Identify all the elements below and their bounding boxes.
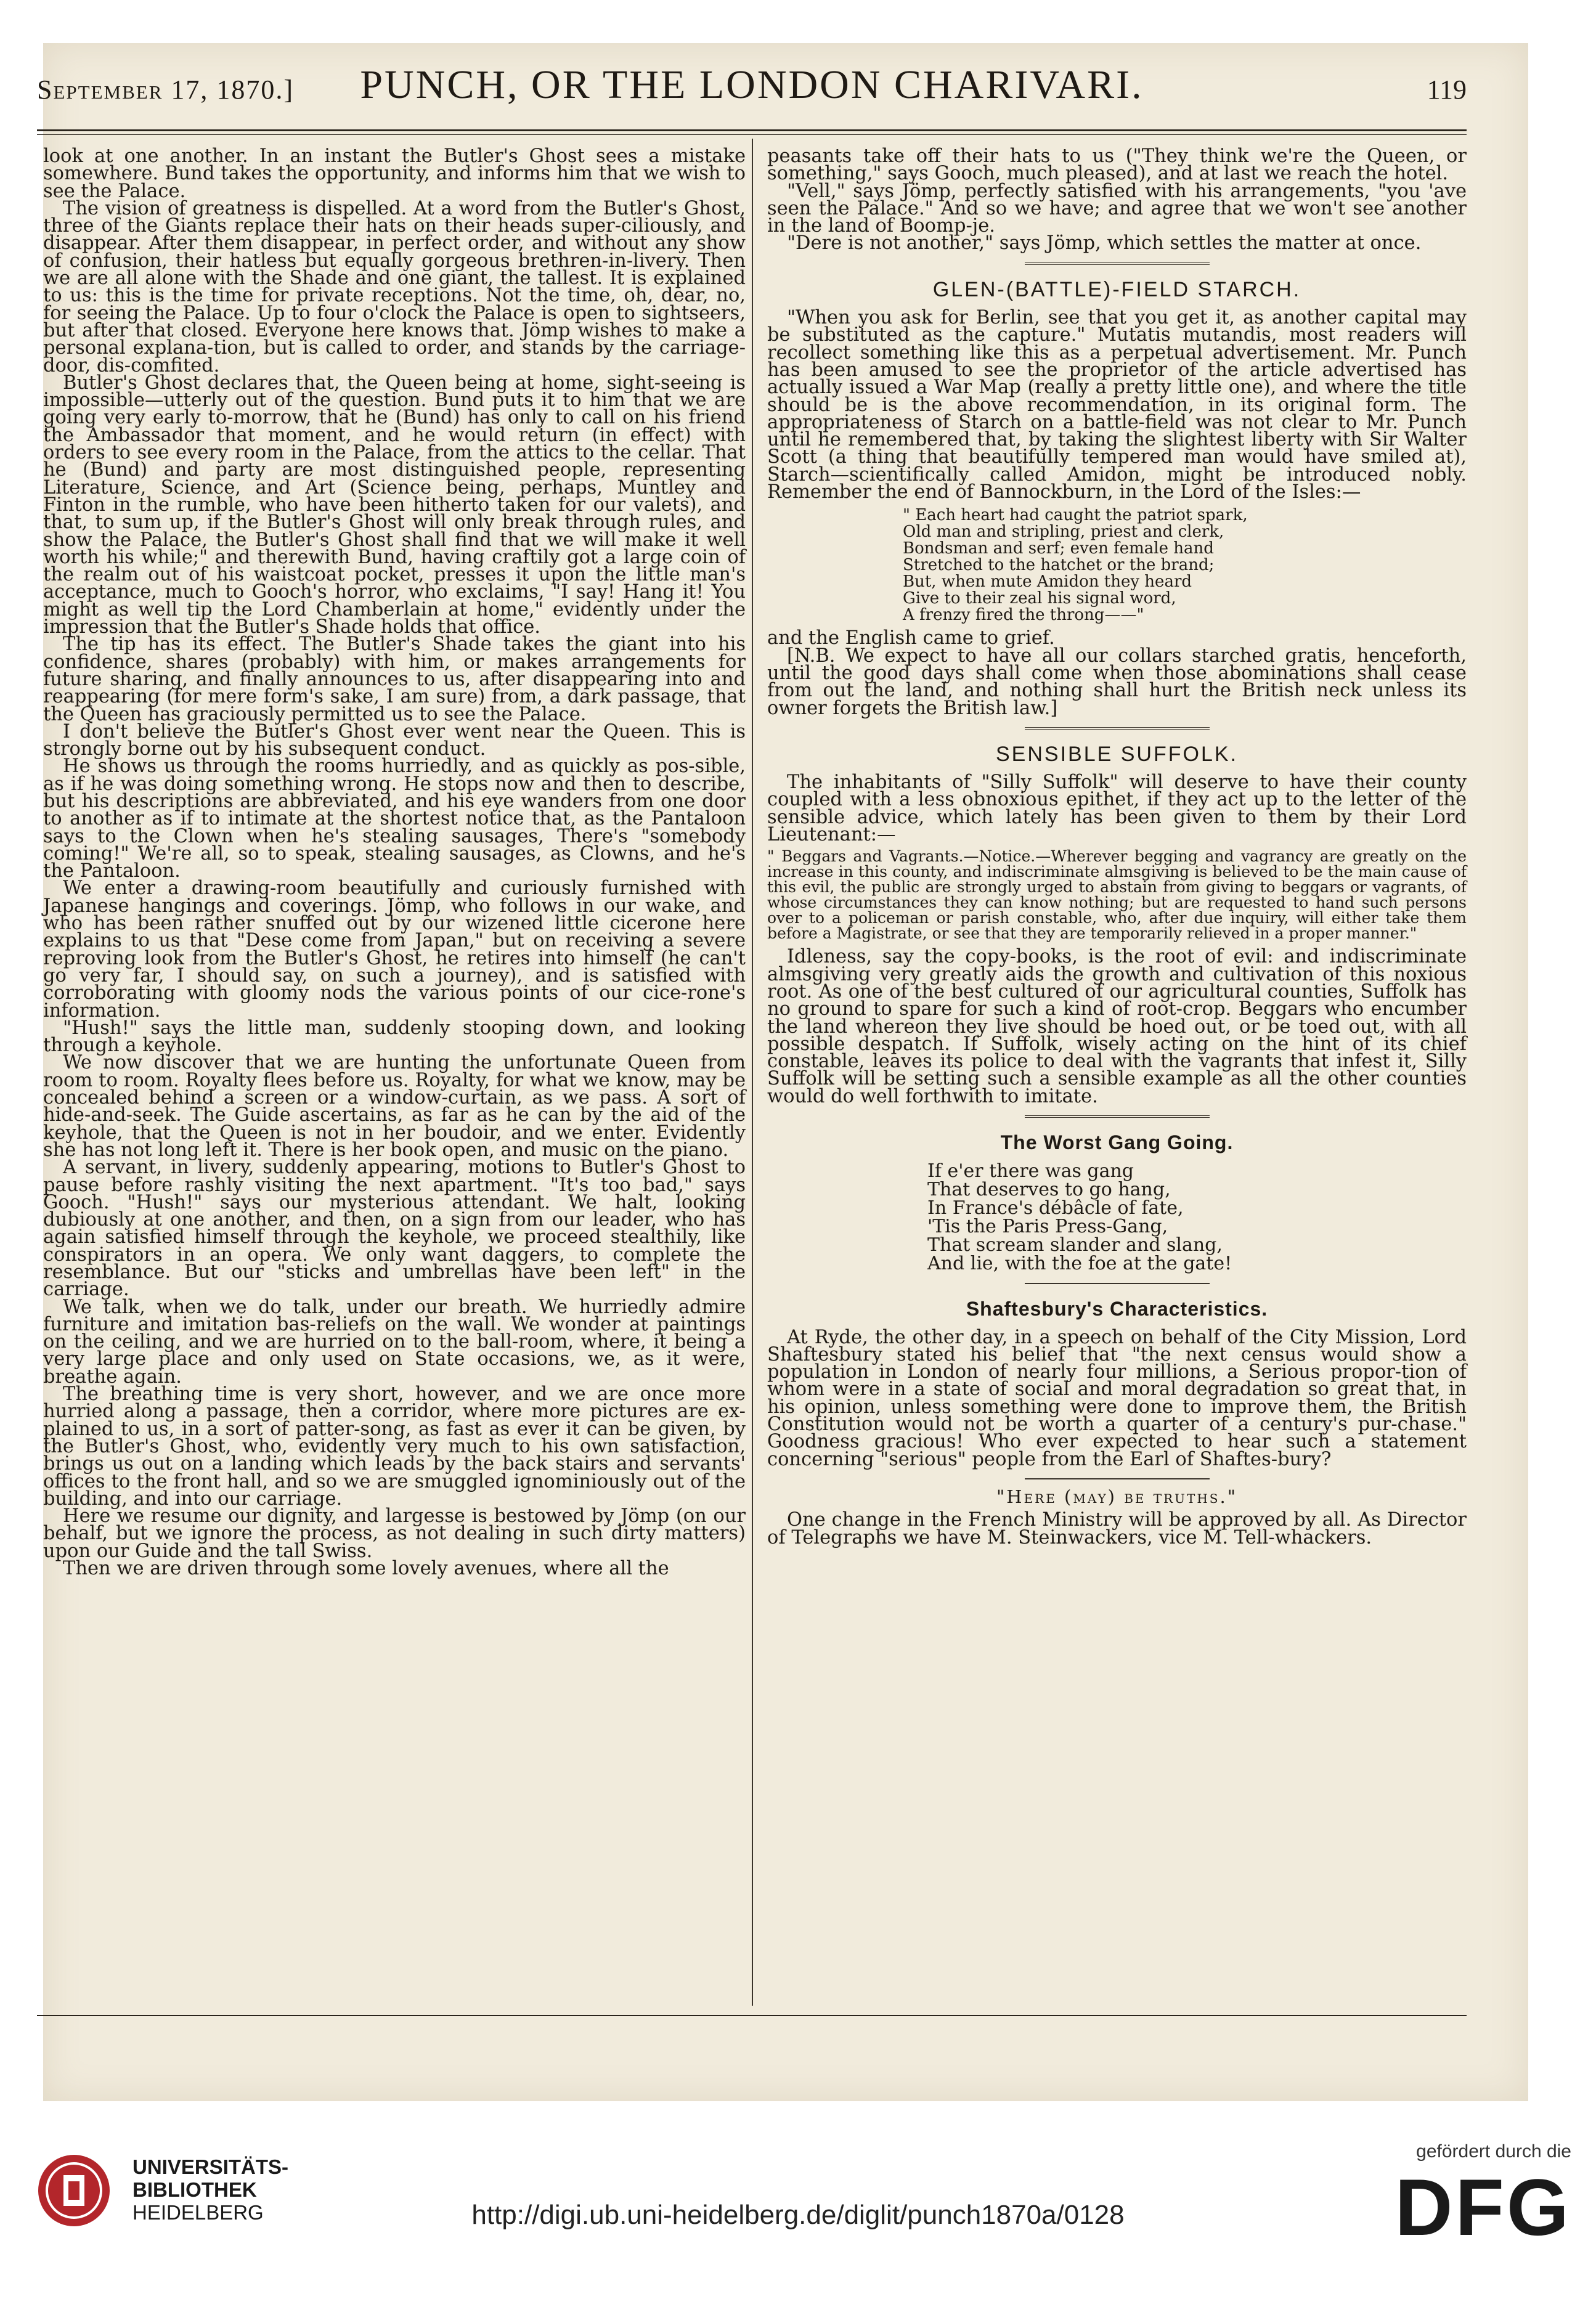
verse-line: Bondsman and serf; even female hand [903,539,1214,558]
library-line: HEIDELBERG [132,2201,264,2224]
right-column [767,145,1467,1548]
column-divider [752,139,753,2006]
paragraph: look at one another. In an instant the Butler's Ghost sees a mistake somewhere. Bund takes the opportunity, and informs him that we wish to see the Palace. [43,145,746,202]
funding-block [1394,2141,1571,2252]
paragraph: The breathing time is very short, however, and we are once more hurried along a passage, then a corridor, where more pictures are ex-plained to us, in a sort of patter-song, as fast as ever it can be given, by the Butler's Ghost, who, evidently very much to his own satisfaction, brings us out on a landing which leads by the back stairs and servants' offices to the front hall, and so we are smuggled ignominiously out of the building, and into our carriage. [43,1383,746,1510]
section-heading-shaftesbury: Shaftesbury's Characteristics. [966,1298,1268,1320]
section-rule [1025,727,1210,730]
publication-title: PUNCH, OR THE LONDON CHARIVARI. [360,62,1144,107]
paragraph: [N.B. We expect to have all our collars starched gratis, henceforth, until the good days shall come when those abominations shall cease from out the land, and nothing shall hurt the British neck unless its owner forgets the British law.] [767,645,1467,719]
permalink[interactable]: http://digi.ub.uni-heidelberg.de/diglit/punch1870a/0128 [471,2200,1125,2230]
left-column [43,145,746,1580]
section-heading-sensible-suffolk: SENSIBLE SUFFOLK. [996,742,1238,766]
verse-line: That scream slander and slang, [927,1234,1223,1256]
section-rule [1025,1478,1210,1479]
footer-rule [37,2015,1467,2016]
verse-line: 'Tis the Paris Press-Gang, [927,1216,1168,1238]
verse-line: " Each heart had caught the patriot spark, [903,506,1248,525]
funded-by-label: gefördert durch die [1416,2141,1571,2162]
paragraph: Idleness, say the copy-books, is the root of evil: and indiscriminate almsgiving very greatly aids the growth and cultivation of this noxious root. As one of the best cultured of our agricultural counties, Suffolk has no ground to spare for such a kind of root-crop. Beggars who encumber the land whereon they live should be hoed out, or be toed out, with all possible despatch. If Suffolk, wisely acting on the hint of its chief constable, leaves its police to deal with the vagrants that infest it, Silly Suffolk will be setting such a sensible example as all the other counties would do well forthwith to imitate. [767,946,1467,1107]
library-line: BIBLIOTHEK [132,2178,257,2201]
verse-line: A frenzy fired the throng——" [903,606,1144,625]
paragraph: and the English came to grief. [767,627,1055,649]
verse-line: And lie, with the foe at the gate! [927,1253,1232,1275]
verse-block [903,507,1467,624]
section-rule [1025,1283,1210,1284]
paragraph: He shows us through the rooms hurriedly, and as quickly as pos-sible, as if he was doing something wrong. He stops now and then to describe, but his descriptions are abbreviated, and his eye wanders from one door to another as if to intimate at the shortest notice that, as the Pantaloon says to the Clown when he's stealing sausages, There's "somebody coming!" We're all, so to speak, stealing sausages, as Clowns, and he's the Pantaloon. [43,755,746,882]
section-heading-truths: "Here (may) be truths." [996,1486,1238,1507]
paragraph: I don't believe the Butler's Ghost ever went near the Queen. This is strongly borne out by his subsequent conduct. [43,720,746,760]
paragraph: We now discover that we are hunting the unfortunate Queen from room to room. Royalty flees before us. Royalty, for what we know, may be concealed behind a screen or a window-curtain, as we pass. A sort of hide-and-seek. The Guide ascertains, as far as he can by the aid of the keyhole, that the Queen is not in her boudoir, and we enter. Evidently she has not long left it. There is her book open, and music on the piano. [43,1052,746,1161]
section-heading-worst-gang: The Worst Gang Going. [1000,1131,1234,1154]
quoted-notice: " Beggars and Vagrants.—Notice.—Wherever begging and vagrancy are greatly on the increase in this county, and indiscriminate almsgiving is believed to be the main cause of this evil, the public are strongly urged to abstain from giving to beggars or vagrants, of whose circumstances they can know nothing; but are requested to hand such persons over to a policeman or parish constable, who, after due inquiry, will either take them before a Magistrate, or see that they are temporarily relieved in a proper manner." [767,847,1467,943]
paragraph: peasants take off their hats to us ("They think we're the Queen, or something," says Gooch, much pleased), and at last we reach the hotel. [767,145,1467,185]
paragraph: Then we are driven through some lovely avenues, where all the [63,1558,669,1580]
paragraph: "When you ask for Berlin, see that you get it, as another capital may be substituted as the capture." Mutatis mutandis, most readers will recollect something like this as a perpetual advertisement. Mr. Punch has been amused to see the proprietor of the article advertised has actually issued a War Map (really a pretty little one), and where the title should be is the above recommendation, in its original form. The appropriateness of Starch on a battle-field was not clear to Mr. Punch until he remembered that, by taking the slightest liberty with Sir Walter Scott (a thing that beautifully tempered man would have smiled at), Starch—scientifically called Amidon, might be introduced nobly. Remember the end of Bannockburn, in the Lord of the Isles:— [767,307,1467,503]
digitization-footer [0,2104,1596,2299]
paragraph: A servant, in livery, suddenly appearing, motions to Butler's Ghost to pause before rashly visiting the next apartment. "It's too bad," says Gooch. "Hush!" says our mysterious attendant. We halt, looking dubiously at one another, and then, on a sign from our leader, who has again satisfied himself through the keyhole, we proceed stealthily, like conspirators in an opera. We only want daggers, to complete the resemblance. But our "sticks and umbrellas have been left" in the carriage. [43,1157,746,1301]
paragraph: At Ryde, the other day, in a speech on behalf of the City Mission, Lord Shaftesbury stated his belief that "the next census would show a population in London of nearly four millions, a Serious propor-tion of whom were in a state of social and moral degradation so great that, in his opinion, unless something were done to improve them, the British Constitution would not be worth a quarter of a century's pur-chase." Goodness gracious! Who ever expected to hear such a statement concerning "serious" people from the Earl of Shaftes-bury? [767,1326,1467,1470]
paragraph: We enter a drawing-room beautifully and curiously furnished with Japanese hangings and coverings. Jömp, who follows in our wake, and who has been rather snuffed out by our wizened little cicerone here explains to us that "Dese come from Japan," but on receiving a severe reproving look from the Butler's Ghost, he retires into himself (he can't go very far, I should say, on such a journey), and is satisfied with corroborating with gloomy nods the various points of our cice-rone's information. [43,877,746,1022]
paragraph: Butler's Ghost declares that, the Queen being at home, sight-seeing is impossible—utterly out of the question. Bund puts it to him that we are going very early to-morrow, that he (Bund) has only to call on his friend the Ambassador that moment, and he would return (in effect) with orders to see every room in the Palace, from the attics to the cellar. That he (Bund) and party are most distinguished people, representing Literature, Science, and Art (Science being, perhaps, Muntley and Finton in the rumble, who have been hitherto taken for our valets), and that, to sum up, if the Butler's Ghost will only break through rules, and show the Palace, the Butler's Ghost shall find that we will make it well worth his while;" and therewith Bund, having craftily got a large coin of the realm out of his waistcoat pocket, presses it upon the little man's acceptance, much to Gooch's horror, who exclaims, "I say! Hang it! You might as well tip the Lord Chamberlain at home," evidently under the impression that the Butler's Shade holds that office. [43,372,746,638]
page-header [37,49,1467,117]
paragraph: The vision of greatness is dispelled. At a word from the Butler's Ghost, three of the Giants replace their hats on their heads super-ciliously, and disappear. After them disappear, in perfect order, and without any show of confusion, their hatless but equally gorgeous brethren-in-livery. Then we are all alone with the Shade and one giant, the tallest. It is explained to us: this is the time for private receptions. Not the time, oh, dear, no, for seeing the Palace. Up to four o'clock the Palace is open to sightseers, but after that closed. Everyone here knows that. Jömp wishes to make a personal explana-tion, but is called to order, and stands by the carriage-door, dis-comfited. [43,197,746,376]
issue-date: September 17, 1870.] [37,75,295,105]
library-line: UNIVERSITÄTS- [132,2155,289,2178]
paragraph: "Dere is not another," says Jömp, which settles the matter at once. [787,232,1422,254]
section-heading-glen-field-starch: GLEN-(BATTLE)-FIELD STARCH. [932,277,1301,301]
verse-block [927,1162,1467,1273]
paragraph: "Hush!" says the little man, suddenly stooping down, and looking through a keyhole. [43,1017,746,1057]
verse-line: But, when mute Amidon they heard [903,572,1192,592]
verse-line: If e'er there was gang [927,1160,1134,1182]
header-rule-thin [37,134,1467,135]
section-rule [1025,1115,1210,1118]
paragraph: The inhabitants of "Silly Suffolk" will deserve to have their county coupled with a less obnoxious epithet, if they act up to the letter of the sensible advice, which lately has been given to them by their Lord Lieutenant:— [767,771,1467,846]
dfg-logo: DFG [1394,2162,1571,2252]
verse-line: Give to their zeal his signal word, [903,589,1176,608]
section-rule [1025,262,1210,265]
paragraph: One change in the French Ministry will be approved by all. As Director of Telegraphs we have M. Steinwackers, vice M. Tell-whackers. [767,1509,1467,1548]
verse-line: That deserves to go hang, [927,1179,1171,1201]
paragraph: We talk, when we do talk, under our breath. We hurriedly admire furniture and imitation bas-reliefs on the wall. We wonder at paintings on the ceiling, and we are hurried on to the ball-room, where, it being a very large place and only used on State occasions, we, as it were, breathe again. [43,1296,746,1388]
paragraph: Here we resume our dignity, and largesse is bestowed by Jömp (on our behalf, but we ignore the process, as not dealing in such dirty matters) upon our Guide and the tall Swiss. [43,1505,746,1562]
verse-line: In France's débâcle of fate, [927,1197,1184,1219]
verse-line: Old man and stripling, priest and clerk, [903,523,1224,542]
verse-line: Stretched to the hatchet or the brand; [903,556,1215,575]
paragraph: "Vell," says Jömp, perfectly satisfied with his arrangements, "you 'ave seen the Palace." And so we have; and agree that we won't see another in the land of Boomp-je. [767,180,1467,237]
page-number: 119 [1427,75,1467,105]
header-rule [37,129,1467,131]
paragraph: The tip has its effect. The Butler's Shade takes the giant into his confidence, shares (probably) with him, or makes arrangements for future sharing, and finally announces to us, after disappearing into and reappearing (for mere form's sake, I am sure) from, a dark passage, that the Queen has graciously permitted us to see the Palace. [43,633,746,725]
